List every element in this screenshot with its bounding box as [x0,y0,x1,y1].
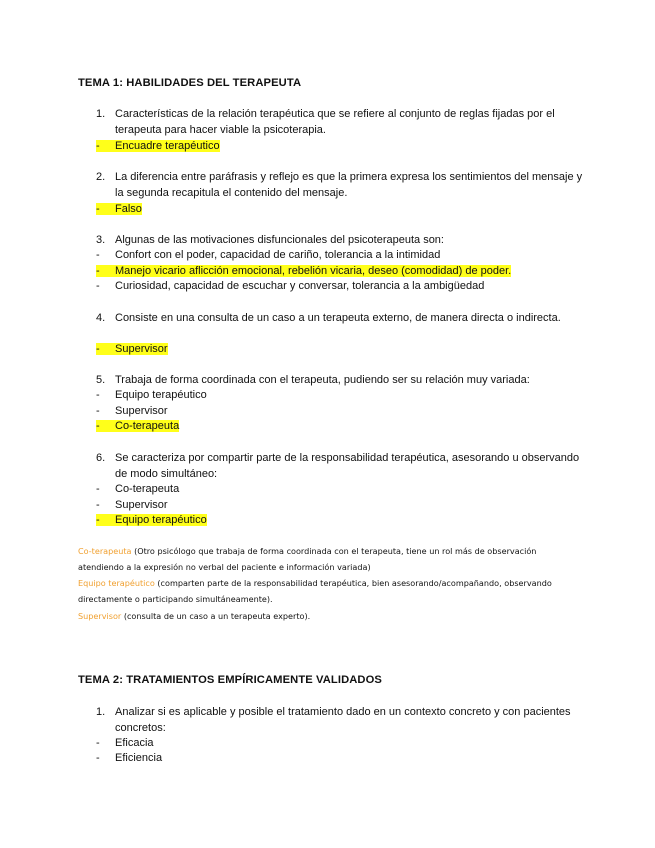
option-dash: - [96,752,100,764]
note-term: Equipo terapéutico [78,578,155,588]
answer-option [96,342,168,358]
option-dash: - [96,514,100,526]
note-equipo-terapeutico [78,575,578,607]
option-text: Supervisor [115,499,168,511]
answer-option [96,419,179,435]
tema1-heading: TEMA 1: HABILIDADES DEL TERAPEUTA [78,77,302,89]
question-3 [96,233,586,249]
option-dash: - [96,389,100,401]
option-text: Equipo terapéutico [115,389,207,401]
question-text: Se caracteriza por compartir parte de la responsabilidad terapéutica, asesorando u observando de modo simultáneo: [115,452,580,480]
option-text: Curiosidad, capacidad de escuchar y conversar, tolerancia a la ambigüedad [115,280,485,292]
note-text: (Otro psicólogo que trabaja de forma coordinada con el terapeuta, tiene un rol más de observación atendiendo a la expresión no verbal del paciente e información variada) [78,546,537,572]
option-text: Falso [115,203,142,215]
question-text: Trabaja de forma coordinada con el terapeuta, pudiendo ser su relación muy variada: [115,374,530,386]
note-supervisor [78,608,578,624]
answer-option [96,139,220,155]
question-2 [96,170,586,201]
option-dash: - [96,140,100,152]
answer-highlight [96,343,168,355]
option-dash: - [96,420,100,432]
answer-option [96,498,168,514]
question-1 [96,107,586,138]
answer-option [96,279,484,295]
option-text: Encuadre terapéutico [115,140,220,152]
note-co-terapeuta [78,543,578,575]
question-number: 6. [96,452,106,464]
tema2-heading: TEMA 2: TRATAMIENTOS EMPÍRICAMENTE VALIDADOS [78,674,382,686]
answer-highlight [96,140,220,152]
question-4 [96,311,586,327]
option-text: Manejo vicario aflicción emocional, rebelión vicaria, deseo (comodidad) de poder. [115,265,512,277]
option-text: Supervisor [115,343,168,355]
note-text: (consulta de un caso a un terapeuta experto). [121,611,311,621]
option-text: Confort con el poder, capacidad de cariño, tolerancia a la intimidad [115,249,441,261]
note-text: (comparten parte de la responsabilidad terapéutica, bien asesorando/acompañando, observando directamente o participando simultáneamente). [78,578,552,604]
question-text: Analizar si es aplicable y posible el tratamiento dado en un contexto concreto y con pacientes concretos: [115,706,571,734]
option-dash: - [96,343,100,355]
option-dash: - [96,280,100,292]
note-term: Co-terapeuta [78,546,132,556]
note-term: Supervisor [78,611,122,621]
option-dash: - [96,203,100,215]
option-text: Eficiencia [115,752,163,764]
option-text: Eficacia [115,737,154,749]
question-number: 5. [96,374,106,386]
answer-option [96,264,511,280]
option-text: Supervisor [115,405,168,417]
question-number: 4. [96,312,106,324]
question-6 [96,451,586,482]
answer-highlight [96,265,511,277]
answer-option [96,513,207,529]
option-dash: - [96,499,100,511]
question-number: 2. [96,171,106,183]
option-dash: - [96,265,100,277]
question-text: Algunas de las motivaciones disfuncionales del psicoterapeuta son: [115,234,444,246]
answer-highlight [96,420,179,432]
question-number: 1. [96,706,106,718]
option-dash: - [96,405,100,417]
option-text: Equipo terapéutico [115,514,207,526]
question-text: Características de la relación terapéutica que se refiere al conjunto de reglas fijadas por el terapeuta para hacer viable la psicoterapia. [115,108,555,136]
answer-highlight [96,203,142,215]
question-text: Consiste en una consulta de un caso a un terapeuta externo, de manera directa o indirecta. [115,312,561,324]
answer-option [96,388,207,404]
answer-option [96,248,440,264]
question-text: La diferencia entre paráfrasis y reflejo es que la primera expresa los sentimientos del mensaje y la segunda recapitula el contenido del mensaje. [115,171,583,199]
answer-option [96,202,142,218]
question-5 [96,373,586,389]
option-dash: - [96,737,100,749]
question-number: 1. [96,108,106,120]
answer-option [96,751,162,767]
option-dash: - [96,249,100,261]
answer-option [96,404,168,420]
option-text: Co-terapeuta [115,483,180,495]
answer-option [96,736,154,752]
option-text: Co-terapeuta [115,420,180,432]
tema2-question-1 [96,705,586,736]
answer-option [96,482,179,498]
question-number: 3. [96,234,106,246]
option-dash: - [96,483,100,495]
answer-highlight [96,514,207,526]
